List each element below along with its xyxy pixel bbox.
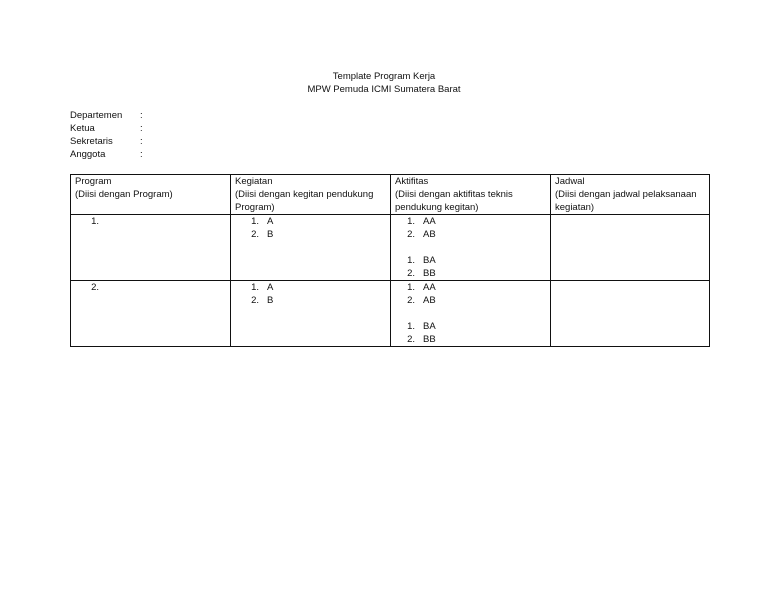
header-hint: (Diisi dengan kegitan pendukung Program)	[235, 189, 374, 213]
header-hint: (Diisi dengan aktifitas teknis pendukung kegitan)	[395, 189, 513, 213]
program-table	[70, 174, 710, 347]
kegiatan-cell	[231, 281, 391, 347]
list-text: AB	[423, 295, 436, 306]
jadwal-cell	[551, 215, 710, 281]
list-number: 2.	[407, 229, 415, 240]
list-item	[249, 294, 386, 307]
list-item	[405, 320, 546, 333]
header-hint: (Diisi dengan Program)	[75, 189, 173, 200]
header-hint: (Diisi dengan jadwal pelaksanaan kegiatan)	[555, 189, 697, 213]
list-item	[405, 228, 546, 241]
program-cell	[71, 281, 231, 347]
field-colon: :	[140, 110, 143, 121]
list-number: 1.	[407, 321, 415, 332]
aktifitas-list	[395, 320, 546, 346]
list-text: B	[267, 229, 274, 240]
program-cell	[71, 215, 231, 281]
kegiatan-cell	[231, 215, 391, 281]
aktifitas-list	[395, 281, 546, 307]
list-number: 1.	[407, 216, 415, 227]
kegiatan-list	[235, 215, 386, 241]
kegiatan-list	[235, 281, 386, 307]
list-number: 1.	[407, 282, 415, 293]
field-label: Ketua	[70, 123, 95, 134]
field-label: Departemen	[70, 110, 123, 121]
table-row	[71, 215, 710, 281]
list-text: BA	[423, 321, 436, 332]
header-title: Aktifitas	[395, 176, 429, 187]
list-text: BB	[423, 334, 436, 345]
list-item	[249, 215, 386, 228]
program-number: 1.	[91, 216, 99, 227]
header-cell-program	[71, 175, 231, 215]
header-cell-jadwal	[551, 175, 710, 215]
list-number: 2.	[407, 334, 415, 345]
list-item	[405, 254, 546, 267]
list-text: AB	[423, 229, 436, 240]
field-anggota	[70, 148, 150, 161]
field-colon: :	[140, 149, 143, 160]
list-item	[405, 281, 546, 294]
header-title: Kegiatan	[235, 176, 273, 187]
list-text: BA	[423, 255, 436, 266]
header-title: Jadwal	[555, 176, 585, 187]
header-title: Program	[75, 176, 112, 187]
aktifitas-cell	[391, 281, 551, 347]
list-text: AA	[423, 282, 436, 293]
jadwal-cell	[551, 281, 710, 347]
header-cell-aktifitas	[391, 175, 551, 215]
list-number: 2.	[251, 229, 259, 240]
list-item	[405, 294, 546, 307]
list-number: 1.	[251, 216, 259, 227]
program-number: 2.	[91, 282, 99, 293]
list-item	[249, 281, 386, 294]
aktifitas-cell	[391, 215, 551, 281]
table-header-row	[71, 175, 710, 215]
field-ketua	[70, 122, 150, 135]
list-item	[405, 267, 546, 280]
field-colon: :	[140, 123, 143, 134]
list-item	[405, 215, 546, 228]
list-text: A	[267, 282, 274, 293]
list-text: AA	[423, 216, 436, 227]
header-fields	[70, 109, 150, 161]
field-departemen	[70, 109, 150, 122]
field-colon: :	[140, 136, 143, 147]
field-label: Sekretaris	[70, 136, 113, 147]
field-label: Anggota	[70, 149, 106, 160]
list-item	[249, 228, 386, 241]
list-number: 1.	[407, 255, 415, 266]
aktifitas-list	[395, 215, 546, 241]
table-row	[71, 281, 710, 347]
field-sekretaris	[70, 135, 150, 148]
list-number: 2.	[251, 295, 259, 306]
document-title: Template Program Kerja	[332, 71, 436, 82]
list-text: A	[267, 216, 274, 227]
header-cell-kegiatan	[231, 175, 391, 215]
aktifitas-list	[395, 254, 546, 280]
list-number: 1.	[251, 282, 259, 293]
list-number: 2.	[407, 268, 415, 279]
list-text: B	[267, 295, 274, 306]
list-number: 2.	[407, 295, 415, 306]
document-subtitle: MPW Pemuda ICMI Sumatera Barat	[307, 84, 461, 95]
list-item	[405, 333, 546, 346]
list-text: BB	[423, 268, 436, 279]
